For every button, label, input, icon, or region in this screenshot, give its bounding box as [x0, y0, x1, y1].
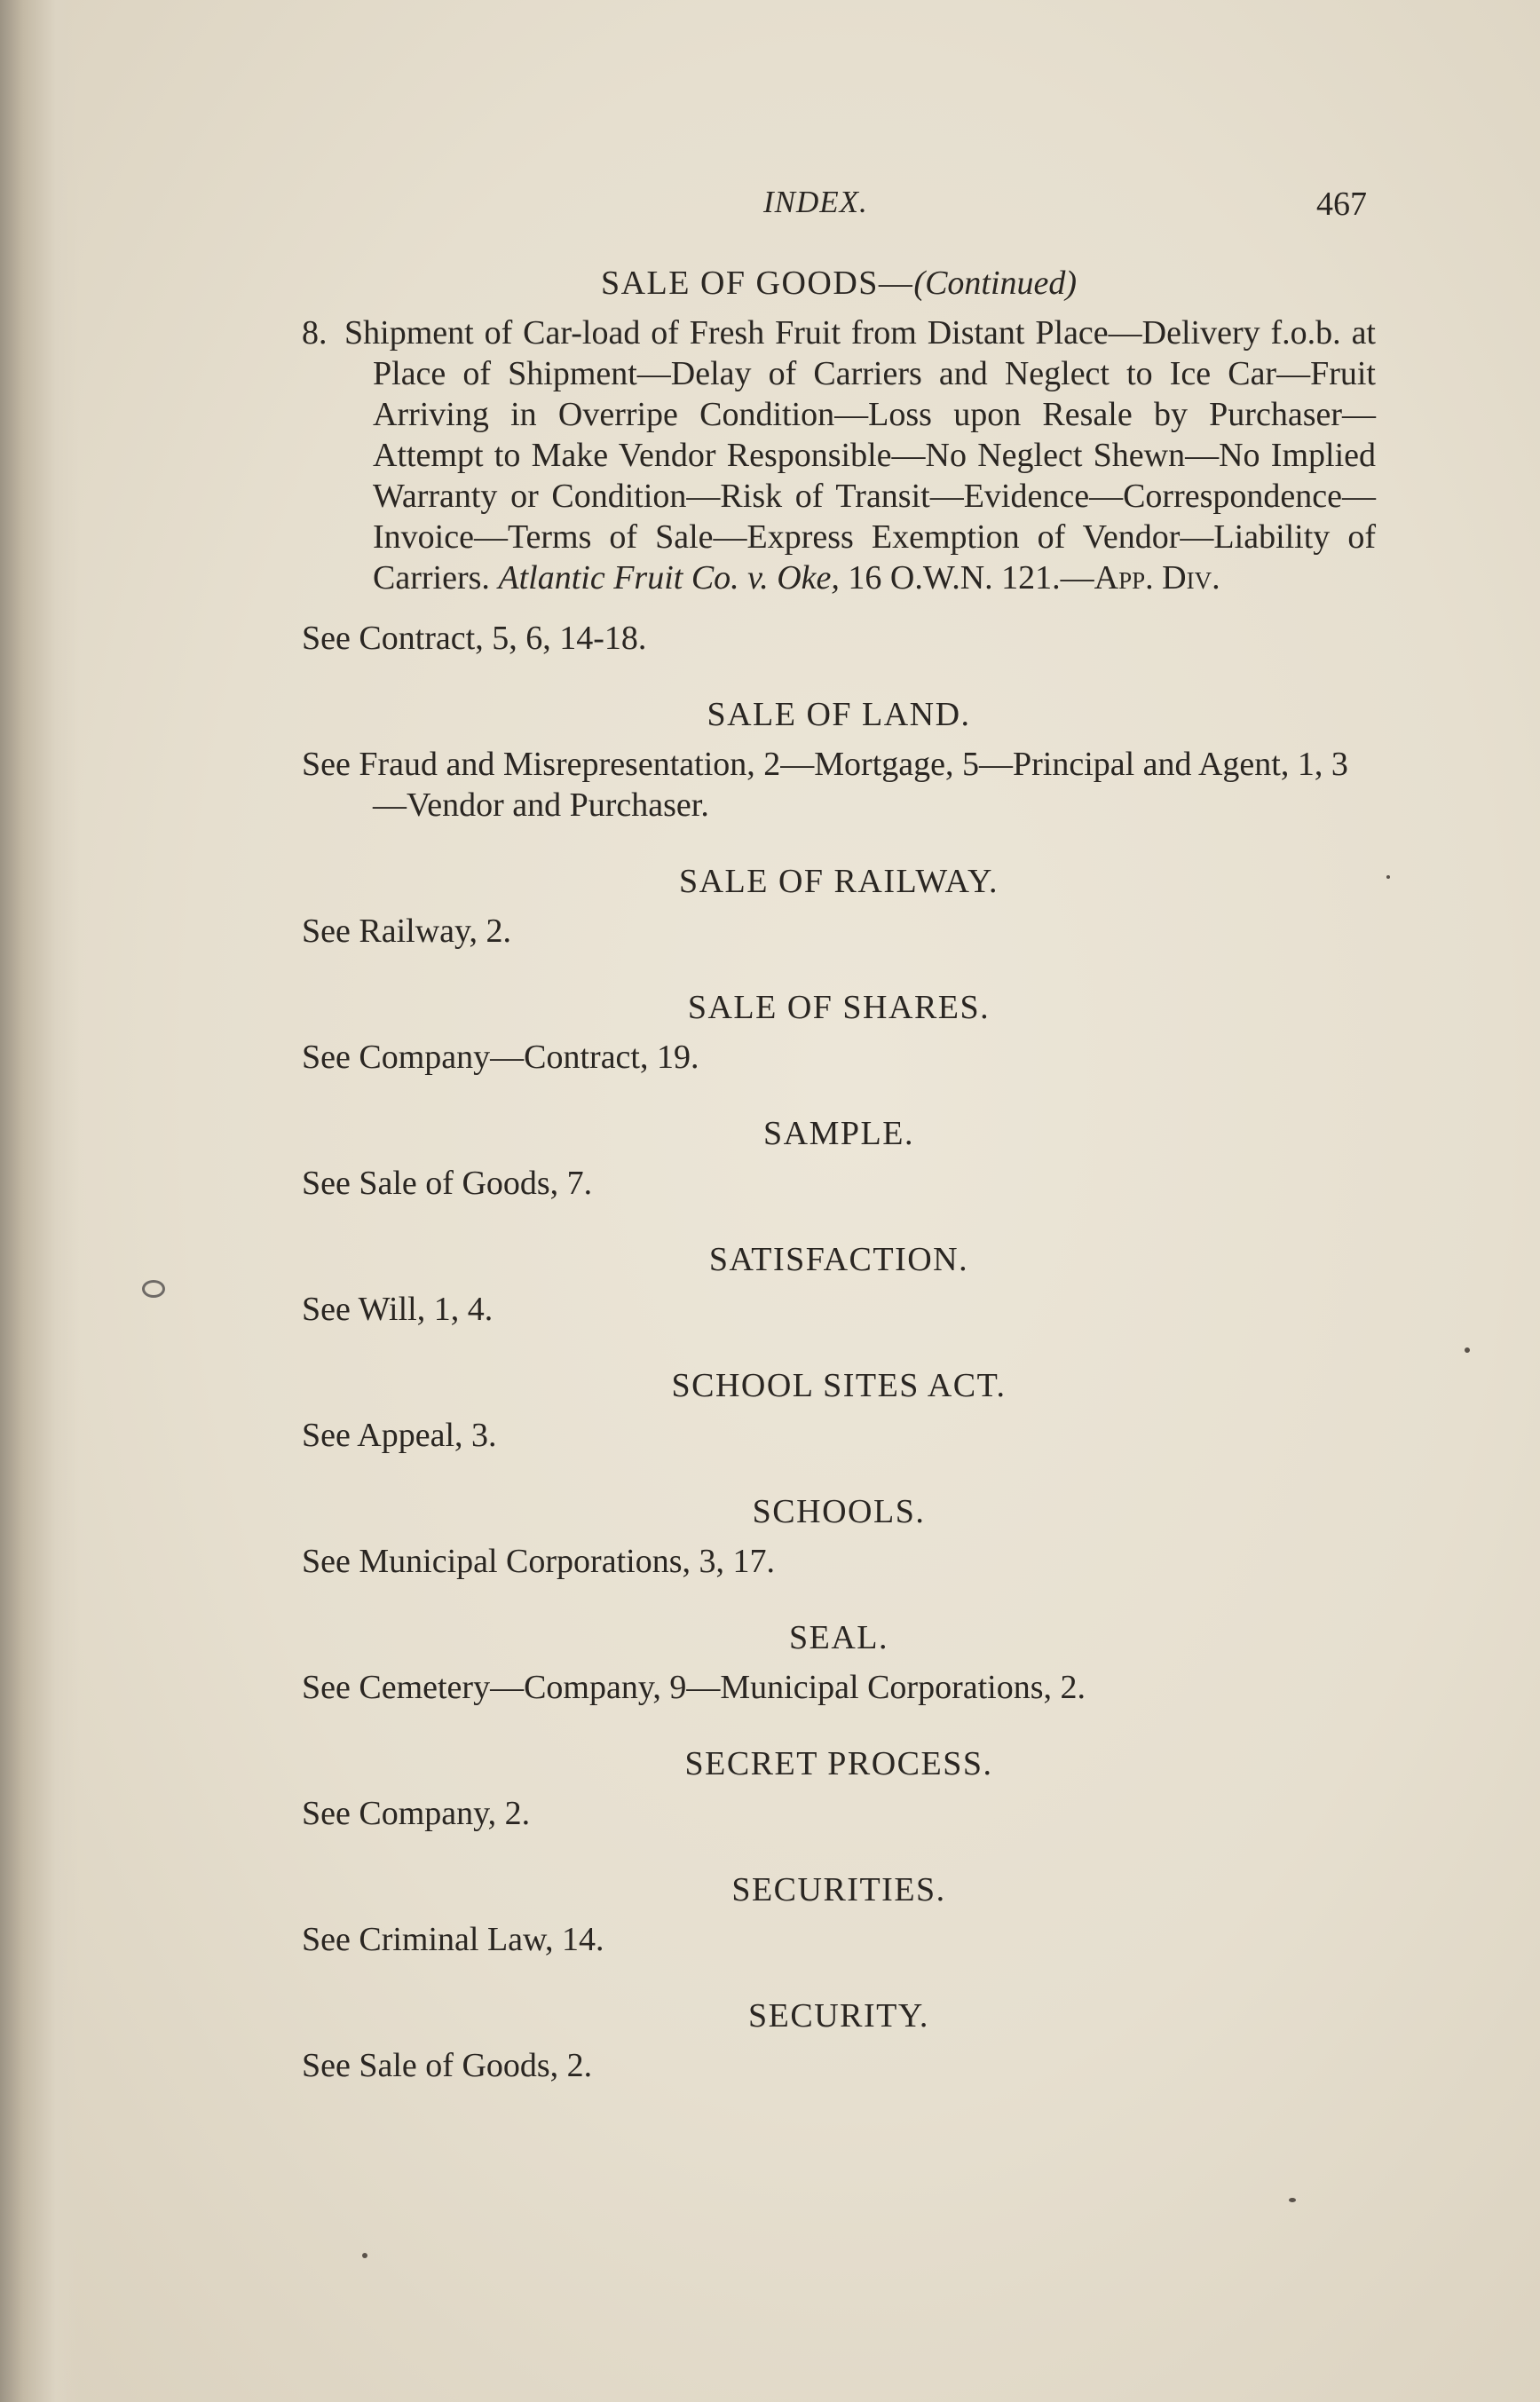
paper-speck — [362, 2253, 367, 2258]
case-citation: 16 O.W.N. 121.— — [848, 559, 1094, 597]
court-name: App. Div. — [1094, 559, 1220, 597]
paper-speck — [1465, 1347, 1470, 1353]
index-heading: SALE OF LAND. — [707, 696, 971, 733]
index-block — [302, 1995, 1376, 2086]
running-head-title: INDEX. — [763, 185, 868, 219]
index-block — [302, 1869, 1376, 1960]
index-block-sale-of-goods — [302, 263, 1376, 659]
see-reference: See Municipal Corporations, 3, 17. — [302, 1543, 775, 1580]
page-number: 467 — [1316, 186, 1367, 223]
see-reference: See Company—Contract, 19. — [302, 1039, 699, 1076]
index-entry — [302, 312, 1376, 598]
see-reference: See Appeal, 3. — [302, 1417, 497, 1454]
see-reference: See Cemetery—Company, 9—Municipal Corporations, 2. — [302, 1669, 1086, 1706]
index-block — [302, 1617, 1376, 1708]
paper-speck — [1386, 875, 1390, 879]
index-block — [302, 987, 1376, 1078]
see-reference: See Criminal Law, 14. — [302, 1921, 604, 1958]
index-block — [302, 861, 1376, 952]
index-block — [302, 1239, 1376, 1330]
index-heading — [302, 263, 1376, 304]
index-heading: SECURITIES. — [731, 1871, 946, 1908]
index-heading-text: SALE OF GOODS— — [600, 265, 914, 302]
case-name: Atlantic Fruit Co. v. Oke, — [498, 559, 840, 597]
index-heading: SCHOOL SITES ACT. — [671, 1367, 1007, 1404]
index-heading: SEAL. — [789, 1619, 888, 1656]
index-block — [302, 1491, 1376, 1582]
continued-label: (Continued) — [913, 265, 1078, 302]
see-reference: See Railway, 2. — [302, 913, 512, 950]
entry-number: 8. — [302, 314, 328, 352]
spine-shadow — [0, 0, 80, 2402]
index-block — [302, 1113, 1376, 1204]
see-reference: See Fraud and Misrepresentation, 2—Mortgage, 5—Principal and Agent, 1, 3—Vendor and Purchaser. — [302, 746, 1348, 824]
ink-ring-mark — [142, 1280, 165, 1298]
index-block — [302, 1365, 1376, 1456]
entry-text: Shipment of Car-load of Fresh Fruit from Distant Place—Delivery f.o.b. at Place of Shipment—Delay of Carriers and Neglect to Ice Car—Fruit Arriving in Overripe Condition—Loss upon Resale by Purchaser—Attempt to Make Vendor Responsible—No Neglect Shewn—No Implied Warranty or Condition—Risk of Transit—Evidence—Correspondence—Invoice—Terms of Sale—Express Exemption of Vendor—Liability of Carriers. — [344, 314, 1376, 597]
running-head — [302, 185, 1367, 229]
index-heading: SAMPLE. — [763, 1115, 914, 1152]
see-reference: See Company, 2. — [302, 1795, 531, 1832]
see-reference: See Sale of Goods, 2. — [302, 2047, 593, 2084]
index-heading: SECRET PROCESS. — [684, 1745, 993, 1782]
see-reference: See Will, 1, 4. — [302, 1291, 494, 1328]
index-block — [302, 694, 1376, 826]
see-reference: See Sale of Goods, 7. — [302, 1165, 593, 1202]
index-block — [302, 1743, 1376, 1834]
index-content — [302, 263, 1376, 2122]
index-heading: SATISFACTION. — [708, 1241, 969, 1278]
paper-speck — [1289, 2198, 1296, 2202]
index-heading: SALE OF RAILWAY. — [678, 863, 999, 900]
index-heading: SCHOOLS. — [752, 1493, 926, 1530]
index-heading: SALE OF SHARES. — [687, 989, 991, 1026]
see-reference: See Contract, 5, 6, 14-18. — [302, 620, 647, 657]
index-heading: SECURITY. — [748, 1997, 929, 2035]
